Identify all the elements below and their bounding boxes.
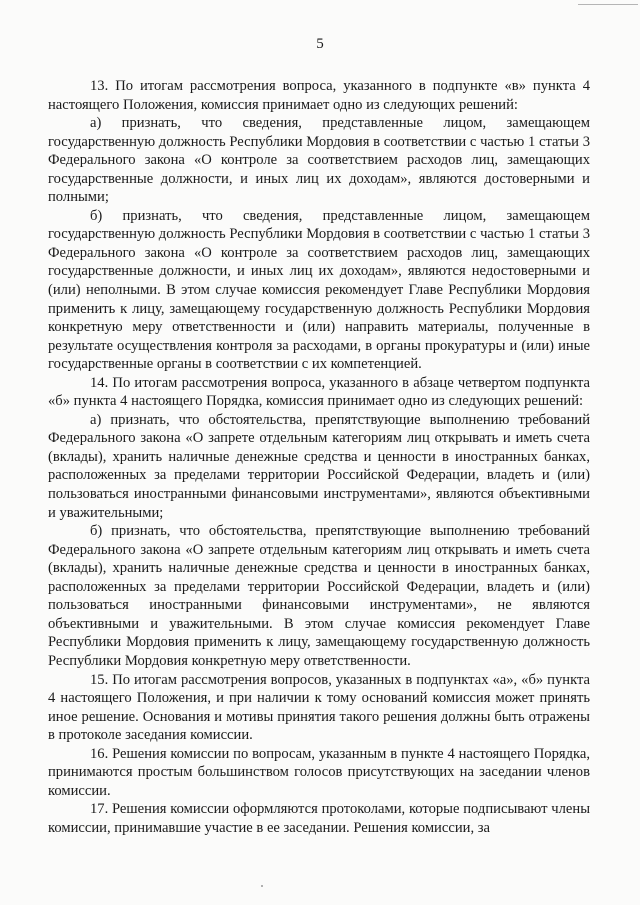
paragraph-15: 15. По итогам рассмотрения вопросов, указанных в подпунктах «а», «б» пункта 4 настоящего Положения, и при наличии к тому оснований комиссия может принять иное решение. Основания и мотивы принятия такого решения должны быть отражены в протоколе заседания комиссии.	[48, 671, 590, 744]
paragraph-14a: а) признать, что обстоятельства, препятствующие выполнению требований Федерального закона «О запрете отдельным категориям лиц открывать и иметь счета (вклады), хранить наличные денежные средства и ценности в иностранных банках, расположенных за пределами территории Российской Федерации, владеть и (или) пользоваться иностранными финансовыми инструментами», являются объективными и уважительными;	[48, 411, 590, 521]
paragraph-13b: б) признать, что сведения, представленные лицом, замещающем государственную должность Республики Мордовия в соответствии с частью 1 статьи 3 Федерального закона «О контроле за соответствием расходов лиц, замещающих государственные должности, и иных лиц их доходам», являются недостоверными и (или) неполными. В этом случае комиссия рекомендует Главе Республики Мордовия применить к лицу, замещающему государственную должность Республики Мордовия конкретную меру ответственности и (или) направить материалы, полученные в результате осуществления контроля за расходами, в органы прокуратуры и (или) иные государственные органы в соответствии с их компетенцией.	[48, 207, 590, 373]
scan-corner-mark	[578, 4, 638, 7]
paragraph-14: 14. По итогам рассмотрения вопроса, указанного в абзаце четвертом подпункта «б» пункта 4 настоящего Порядка, комиссия принимает одно из следующих решений:	[48, 374, 590, 410]
paragraph-13a: а) признать, что сведения, представленные лицом, замещающем государственную должность Республики Мордовия в соответствии с частью 1 статьи 3 Федерального закона «О контроле за соответствием расходов лиц, замещающих государственные должности, и иных лиц их доходам», являются достоверными и полными;	[48, 115, 590, 206]
paragraph-17: 17. Решения комиссии оформляются протоколами, которые подписывают члены комиссии, принимавшие участие в ее заседании. Решения комиссии, за	[48, 801, 590, 836]
paragraph-14b: б) признать, что обстоятельства, препятствующие выполнению требований Федерального закона «О запрете отдельным категориям лиц открывать и иметь счета (вклады), хранить наличные денежные средства и ценности в иностранных банках, расположенных за пределами территории Российской Федерации, владеть и (или) пользоваться иностранными финансовыми инструментами», не являются объективными и уважительными. В этом случае комиссия рекомендует Главе Республики Мордовия применить к лицу, замещающему государственную должность Республики Мордовия конкретную меру ответственности.	[48, 523, 590, 669]
paragraph-13: 13. По итогам рассмотрения вопроса, указанного в подпункте «в» пункта 4 настоящего Положения, комиссия принимает одно из следующих решений:	[48, 78, 590, 113]
document-body	[48, 77, 590, 837]
paragraph-16: 16. Решения комиссии по вопросам, указанным в пункте 4 настоящего Порядка, принимаются простым большинством голосов присутствующих на заседании членов комиссии.	[48, 745, 590, 799]
scan-speck	[261, 885, 263, 887]
page-number: 5	[316, 36, 324, 52]
